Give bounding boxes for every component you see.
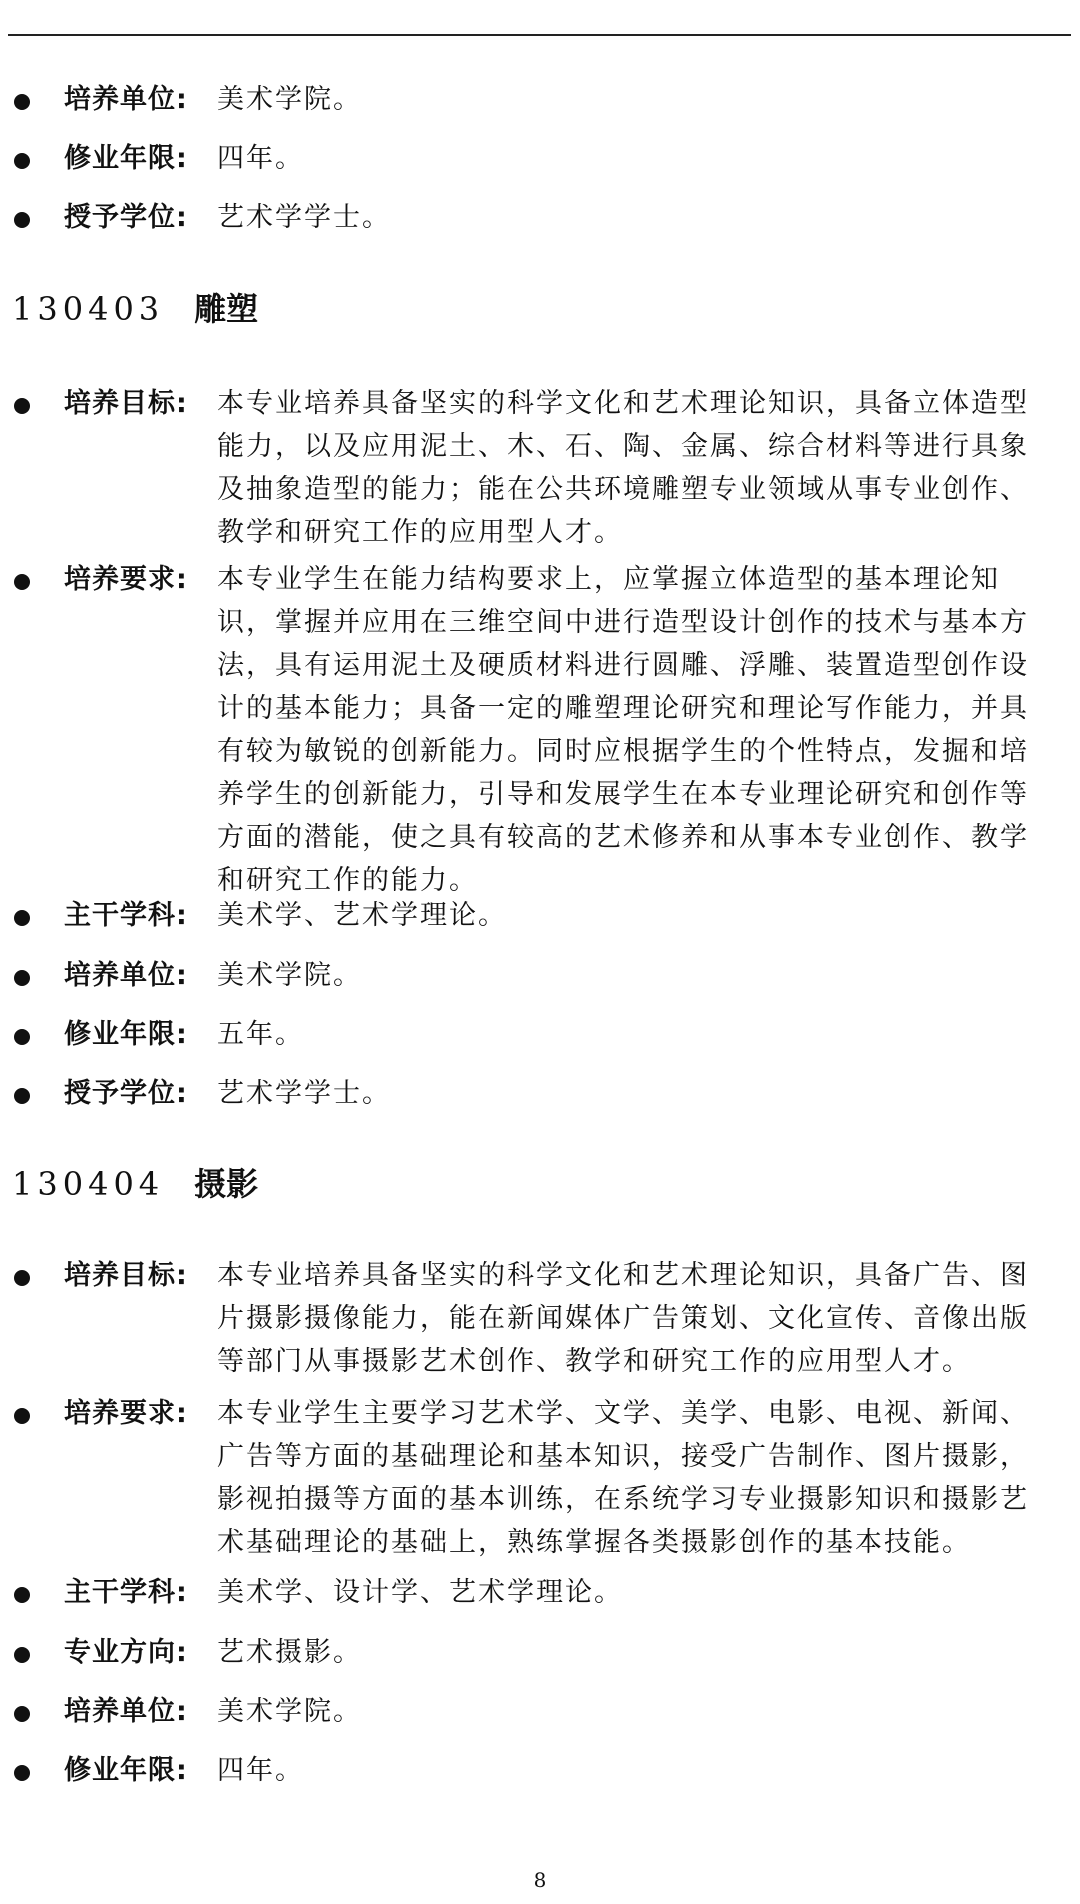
top-rule <box>8 34 1071 36</box>
item-label: 修业年限: <box>64 143 188 174</box>
item-label: 培养目标: <box>64 388 188 419</box>
major-code: 130404 <box>12 1165 165 1203</box>
item-label: 授予学位: <box>64 1078 188 1109</box>
item-text: 艺术学学士。 <box>217 1078 391 1109</box>
section-heading <box>12 289 258 329</box>
item-label: 培养单位: <box>64 84 188 115</box>
item-text: 四年。 <box>217 143 304 174</box>
bullet-icon <box>14 1765 30 1781</box>
bullet-icon <box>14 153 30 169</box>
page-number: 8 <box>533 1868 547 1892</box>
bullet-icon <box>14 94 30 110</box>
item-text: 本专业培养具备坚实的科学文化和艺术理论知识，具备广告、图片摄影摄像能力，能在新闻媒体广告策划、文化宣传、音像出版等部门从事摄影艺术创作、教学和研究工作的应用型人才。 <box>217 1260 1029 1377</box>
bullet-icon <box>14 1587 30 1603</box>
item-label: 授予学位: <box>64 202 188 233</box>
item-label: 培养目标: <box>64 1260 188 1291</box>
bullet-icon <box>14 1029 30 1045</box>
major-name: 雕塑 <box>194 290 259 328</box>
bullet-icon <box>14 1408 30 1424</box>
bullet-icon <box>14 212 30 228</box>
major-code: 130403 <box>12 290 165 328</box>
item-label: 培养要求: <box>64 564 188 595</box>
bullet-icon <box>14 910 30 926</box>
bullet-icon <box>14 970 30 986</box>
item-text: 美术学、设计学、艺术学理论。 <box>217 1577 623 1608</box>
bullet-icon <box>14 1088 30 1104</box>
item-label: 修业年限: <box>64 1755 188 1786</box>
item-label: 培养单位: <box>64 960 188 991</box>
item-label: 主干学科: <box>64 900 188 931</box>
item-label: 主干学科: <box>64 1577 188 1608</box>
item-text: 五年。 <box>217 1019 304 1050</box>
bullet-icon <box>14 1270 30 1286</box>
item-text: 美术学院。 <box>217 960 362 991</box>
item-label: 培养单位: <box>64 1696 188 1727</box>
item-text: 本专业学生主要学习艺术学、文学、美学、电影、电视、新闻、广告等方面的基础理论和基本知识，接受广告制作、图片摄影，影视拍摄等方面的基本训练，在系统学习专业摄影知识和摄影艺术基础理论的基础上，熟练掌握各类摄影创作的基本技能。 <box>217 1398 1029 1558</box>
item-label: 修业年限: <box>64 1019 188 1050</box>
section-heading <box>12 1164 258 1204</box>
item-text: 艺术学学士。 <box>217 202 391 233</box>
item-label: 培养要求: <box>64 1398 188 1429</box>
item-text: 四年。 <box>217 1755 304 1786</box>
bullet-icon <box>14 574 30 590</box>
item-text: 美术学院。 <box>217 84 362 115</box>
item-text: 艺术摄影。 <box>217 1637 362 1668</box>
bullet-icon <box>14 1706 30 1722</box>
major-name: 摄影 <box>194 1165 259 1203</box>
item-text: 本专业学生在能力结构要求上，应掌握立体造型的基本理论知识，掌握并应用在三维空间中进行造型设计创作的技术与基本方法，具有运用泥土及硬质材料进行圆雕、浮雕、装置造型创作设计的基本能力；具备一定的雕塑理论研究和理论写作能力，并具有较为敏锐的创新能力。同时应根据学生的个性特点，发掘和培养学生的创新能力，引导和发展学生在本专业理论研究和创作等方面的潜能，使之具有较高的艺术修养和从事本专业创作、教学和研究工作的能力。 <box>217 564 1029 896</box>
item-text: 美术学院。 <box>217 1696 362 1727</box>
item-text: 美术学、艺术学理论。 <box>217 900 507 931</box>
item-label: 专业方向: <box>64 1637 188 1668</box>
bullet-icon <box>14 398 30 414</box>
item-text: 本专业培养具备坚实的科学文化和艺术理论知识，具备立体造型能力，以及应用泥土、木、石、陶、金属、综合材料等进行具象及抽象造型的能力；能在公共环境雕塑专业领域从事专业创作、教学和研究工作的应用型人才。 <box>217 388 1029 548</box>
bullet-icon <box>14 1647 30 1663</box>
